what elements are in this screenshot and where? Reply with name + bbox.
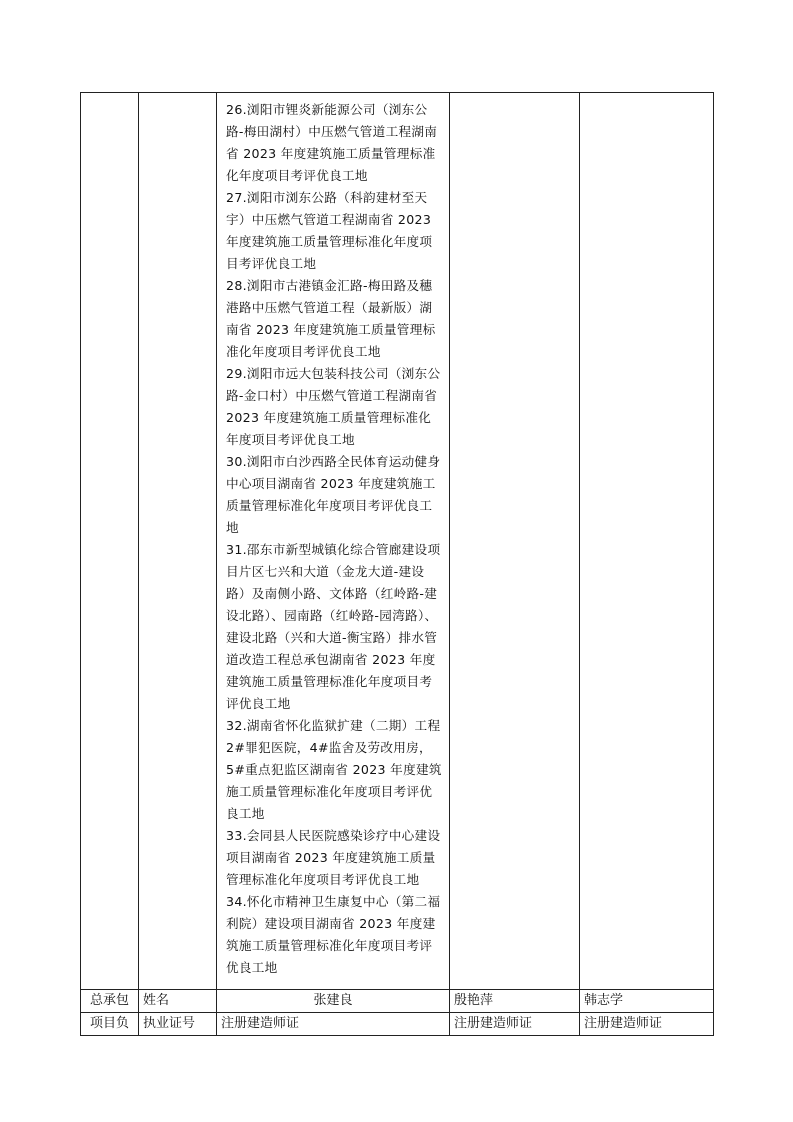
project-entry-27: 27.浏阳市浏东公路（科韵建材至天宇）中压燃气管道工程湖南省 2023 年度建筑施工质量管理标准化年度项目考评优良工地 <box>226 190 433 271</box>
person-name-3: 韩志学 <box>580 990 714 1013</box>
project-entry-30: 30.浏阳市白沙西路全民体育运动健身中心项目湖南省 2023 年度建筑施工质量管理标准化年度项目考评优良工地 <box>226 454 441 535</box>
license-value-2: 注册建造师证 <box>450 1013 580 1036</box>
license-field-label: 执业证号 <box>139 1013 217 1036</box>
project-table <box>80 92 714 1036</box>
general-contractor-label: 总承包 <box>81 990 139 1013</box>
project-entry-33: 33.会同县人民医院感染诊疗中心建设项目湖南省 2023 年度建筑施工质量管理标准化年度项目考评优良工地 <box>226 828 441 887</box>
license-value-1: 注册建造师证 <box>217 1013 450 1036</box>
empty-cell-1 <box>81 93 139 990</box>
license-value-3: 注册建造师证 <box>580 1013 714 1036</box>
project-manager-label: 项目负 <box>81 1013 139 1036</box>
name-row <box>81 990 714 1013</box>
person-name-1: 张建良 <box>217 990 450 1013</box>
project-entry-31: 31.邵东市新型城镇化综合管廊建设项目片区七兴和大道（金龙大道-建设路）及南侧小路、文体路（红岭路-建设北路）、园南路（红岭路-园湾路）、建设北路（兴和大道-衡宝路）排水管道改造工程总承包湖南省 2023 年度建筑施工质量管理标准化年度项目考评优良工地 <box>226 542 441 711</box>
empty-cell-2 <box>139 93 217 990</box>
project-entry-28: 28.浏阳市古港镇金汇路-梅田路及穗港路中压燃气管道工程（最新版）湖南省 2023 年度建筑施工质量管理标准化年度项目考评优良工地 <box>226 278 436 359</box>
empty-cell-5 <box>580 93 714 990</box>
project-entry-34: 34.怀化市精神卫生康复中心（第二福利院）建设项目湖南省 2023 年度建筑施工质量管理标准化年度项目考评优良工地 <box>226 894 441 975</box>
project-list-cell <box>217 93 450 990</box>
projects-row <box>81 93 714 990</box>
project-entry-32: 32.湖南省怀化监狱扩建（二期）工程 2#罪犯医院，4#监舍及劳改用房，5#重点犯监区湖南省 2023 年度建筑施工质量管理标准化年度项目考评优良工地 <box>226 718 442 821</box>
license-row <box>81 1013 714 1036</box>
project-entry-26: 26.浏阳市锂炎新能源公司（浏东公路-梅田湖村）中压燃气管道工程湖南省 2023 年度建筑施工质量管理标准化年度项目考评优良工地 <box>226 102 438 183</box>
person-name-2: 殷艳萍 <box>450 990 580 1013</box>
name-field-label: 姓名 <box>139 990 217 1013</box>
empty-cell-4 <box>450 93 580 990</box>
project-entry-29: 29.浏阳市远大包装科技公司（浏东公路-金口村）中压燃气管道工程湖南省 2023 年度建筑施工质量管理标准化年度项目考评优良工地 <box>226 366 441 447</box>
